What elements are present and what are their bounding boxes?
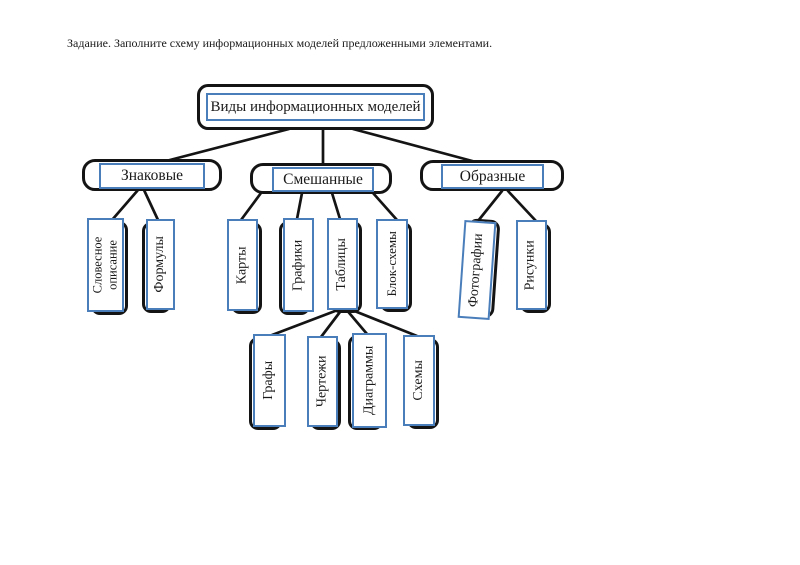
node-risunki-label: Рисунки bbox=[523, 239, 539, 291]
node-risunki bbox=[516, 220, 547, 310]
node-karty-label: Карты bbox=[234, 246, 250, 284]
node-tablitsy-label: Таблицы bbox=[334, 237, 350, 291]
connector bbox=[297, 193, 302, 219]
node-smeshannye-label: Смешанные bbox=[272, 167, 374, 192]
connector bbox=[508, 191, 536, 221]
node-karty bbox=[227, 219, 258, 311]
connector bbox=[353, 129, 476, 162]
node-skhemy bbox=[403, 335, 435, 426]
node-grafiki bbox=[283, 218, 314, 312]
node-tablitsy bbox=[327, 218, 358, 310]
node-formuly-label: Формулы bbox=[152, 236, 168, 293]
node-fotografii bbox=[458, 220, 497, 320]
node-slovesnoe-opisanie bbox=[87, 218, 124, 312]
node-fotografii-label: Фотографии bbox=[466, 232, 487, 308]
node-chertezhi bbox=[307, 336, 338, 427]
node-obraznye bbox=[420, 160, 564, 191]
node-blok-skhemy bbox=[376, 219, 408, 309]
node-chertezhi-label: Чертежи bbox=[314, 355, 330, 408]
node-smeshannye bbox=[250, 163, 392, 194]
node-grafiki-label: Графики bbox=[290, 239, 306, 291]
node-slovesnoe-opisanie-label: Словесное описание bbox=[90, 236, 120, 294]
node-grafy-label: Графы bbox=[261, 361, 277, 400]
node-blok-skhemy-label: Блок-схемы bbox=[384, 231, 400, 297]
node-grafy bbox=[253, 334, 286, 427]
node-znakovye-label: Знаковые bbox=[99, 163, 205, 189]
node-obraznye-label: Образные bbox=[441, 164, 544, 189]
task-title: Задание. Заполните схему информационных моделей предложенными элементами. bbox=[67, 36, 493, 50]
connector bbox=[166, 129, 289, 161]
node-formuly bbox=[146, 219, 175, 310]
connector bbox=[373, 193, 397, 220]
connector bbox=[241, 193, 261, 220]
node-root bbox=[197, 84, 434, 130]
connector bbox=[144, 190, 158, 220]
connector bbox=[478, 191, 502, 221]
node-diagrammy-label: Диаграммы bbox=[361, 345, 377, 416]
node-diagrammy bbox=[352, 333, 387, 428]
node-skhemy-label: Схемы bbox=[410, 360, 426, 401]
connector bbox=[332, 193, 340, 219]
node-znakovye bbox=[82, 159, 222, 191]
node-root-label: Виды информационных моделей bbox=[206, 93, 425, 121]
connector bbox=[112, 190, 138, 220]
